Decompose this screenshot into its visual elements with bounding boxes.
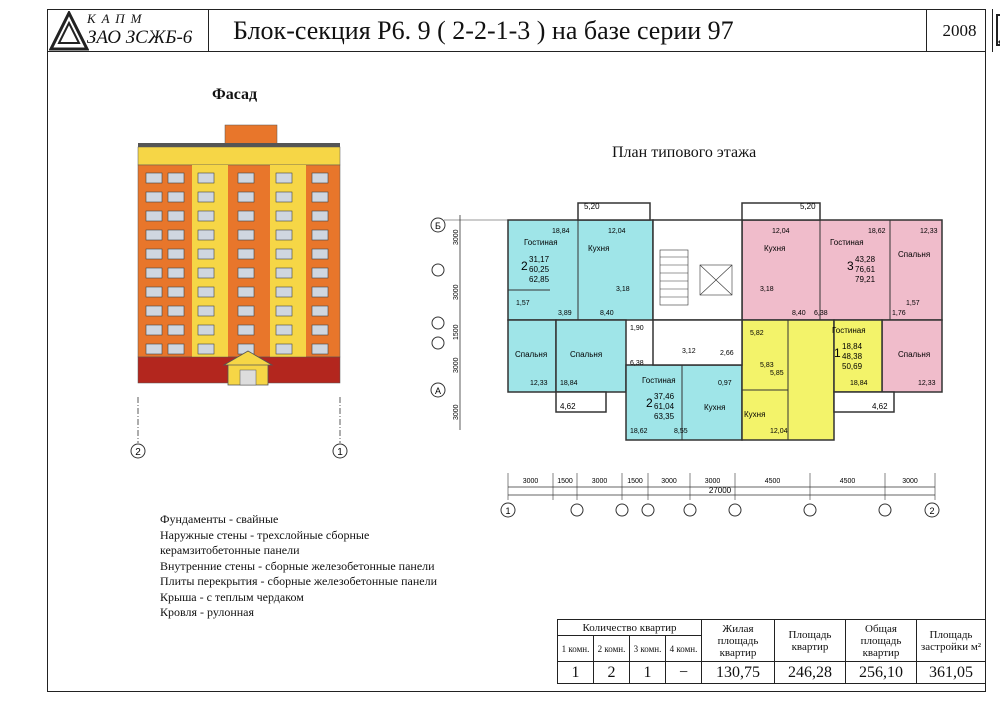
facade-window xyxy=(146,211,162,221)
spec-line: Кровля - рулонная xyxy=(160,605,255,619)
facade-window xyxy=(276,325,292,335)
room-area-label: 3,18 xyxy=(760,286,774,293)
apt-rooms: 2 xyxy=(521,259,528,273)
room-area-label: 18,62 xyxy=(868,228,886,235)
facade-window xyxy=(198,287,214,297)
room-label: Гостиная xyxy=(830,238,864,247)
room-label: Гостиная xyxy=(524,238,558,247)
apt-total: 48,38 xyxy=(842,352,863,361)
facade-window xyxy=(146,268,162,278)
facade-window xyxy=(238,211,254,221)
spec-line: Наружные стены - трехслойные сборные xyxy=(160,527,370,542)
sub-header: 4 комн. xyxy=(666,636,702,662)
room-area-label: 6,38 xyxy=(814,310,828,317)
col-living-header: Жилая площадь квартир xyxy=(702,620,775,662)
sub-header: 2 комн. xyxy=(594,636,630,662)
row-dim: 3000 xyxy=(453,404,460,420)
facade-window xyxy=(198,230,214,240)
facade-window xyxy=(198,306,214,316)
logo-company-name: ЗАО ЗСЖБ-6 xyxy=(87,27,193,48)
row-dim: 3000 xyxy=(453,229,460,245)
row-dim: 3000 xyxy=(453,284,460,300)
room-label: Спальня xyxy=(898,350,931,359)
axis-marker xyxy=(684,504,696,516)
axis-marker xyxy=(616,504,628,516)
facade-window xyxy=(312,192,328,202)
apt-full: 79,21 xyxy=(855,275,876,284)
room-area-label: 2,66 xyxy=(720,350,734,357)
area-value: 246,28 xyxy=(775,662,846,684)
column-dim-label: 4500 xyxy=(764,478,781,485)
facade-axis-left: 2 xyxy=(135,447,141,458)
room-area-label: 1,57 xyxy=(516,300,530,307)
apt-full: 62,85 xyxy=(529,275,550,284)
column-dim-label: 3000 xyxy=(522,478,539,485)
apt-rooms: 3 xyxy=(847,259,854,273)
stamp-icon xyxy=(995,13,1000,47)
plan-caption: План типового этажа xyxy=(612,144,757,161)
axis-marker xyxy=(571,504,583,516)
top-dim: 5,20 xyxy=(800,202,816,211)
apt-living: 43,28 xyxy=(855,255,876,264)
col-axis-label: 1 xyxy=(505,506,511,516)
facade-window xyxy=(146,192,162,202)
count-cell: − xyxy=(666,662,702,684)
room-area-label: 3,18 xyxy=(616,286,630,293)
facade-window xyxy=(168,192,184,202)
facade-window xyxy=(238,268,254,278)
count-cell: 1 xyxy=(558,662,594,684)
facade-window xyxy=(238,325,254,335)
room-area-label: 12,33 xyxy=(918,380,936,387)
facade-window xyxy=(312,173,328,183)
apt-rooms: 2 xyxy=(646,396,653,410)
construction-specs xyxy=(160,512,437,621)
room-area-label: 3,12 xyxy=(682,348,696,355)
facade-window xyxy=(276,287,292,297)
room-label: Спальня xyxy=(898,250,931,259)
facade-axis-right: 1 xyxy=(337,447,343,458)
room-label: Кухня xyxy=(764,244,786,253)
top-dim: 5,20 xyxy=(584,202,600,211)
facade-window xyxy=(276,230,292,240)
room-area-label: 5,82 xyxy=(750,330,764,337)
facade-window xyxy=(276,344,292,354)
row-axis-label: А xyxy=(434,386,442,396)
room-area-label: 1,90 xyxy=(630,325,644,332)
facade-window xyxy=(238,173,254,183)
room-area-label: 3,89 xyxy=(558,310,572,317)
floor-plan xyxy=(420,195,950,525)
row-dim: 1500 xyxy=(453,324,460,340)
apt-living: 37,46 xyxy=(654,392,675,401)
room-label: Кухня xyxy=(744,410,766,419)
facade-window xyxy=(168,230,184,240)
facade-window xyxy=(198,192,214,202)
facade-window xyxy=(198,268,214,278)
facade-window xyxy=(312,268,328,278)
facade-window xyxy=(168,344,184,354)
facade-window xyxy=(238,230,254,240)
facade-window xyxy=(238,287,254,297)
facade-window xyxy=(312,325,328,335)
spec-line: керамзитобетонные панели xyxy=(160,543,300,557)
facade-window xyxy=(312,306,328,316)
col-area-header: Площадь квартир xyxy=(775,620,846,662)
room-label: Кухня xyxy=(588,244,610,253)
room-area-label: 1,76 xyxy=(892,310,906,317)
facade-window xyxy=(312,249,328,259)
spec-line: Плиты перекрытия - сборные железобетонные панели xyxy=(160,574,438,588)
room-area-label: 0,97 xyxy=(718,380,732,387)
apt-total: 76,61 xyxy=(855,265,876,274)
facade-window xyxy=(168,211,184,221)
facade-window xyxy=(198,344,214,354)
apt-total: 61,04 xyxy=(654,402,675,411)
count-cell: 1 xyxy=(630,662,666,684)
room-label: Гостиная xyxy=(642,376,676,385)
spec-line: Фундаменты - свайные xyxy=(160,512,279,526)
summary-table xyxy=(557,619,986,684)
axis-marker xyxy=(729,504,741,516)
logo-top-text: КАПМ xyxy=(87,11,148,26)
row-dim: 3000 xyxy=(453,357,460,373)
facade-window xyxy=(146,249,162,259)
facade-window xyxy=(146,325,162,335)
room-label: Кухня xyxy=(704,403,726,412)
room-area-label: 12,04 xyxy=(608,228,626,235)
facade-window xyxy=(276,306,292,316)
build-value: 361,05 xyxy=(917,662,986,684)
spec-line: Внутренние стены - сборные железобетонные панели xyxy=(160,558,435,573)
room-area-label: 1,57 xyxy=(906,300,920,307)
apt-living: 18,84 xyxy=(842,342,863,351)
title-block xyxy=(47,9,986,52)
col-count-header: Количество квартир xyxy=(558,620,702,636)
axis-marker xyxy=(879,504,891,516)
facade-window xyxy=(312,230,328,240)
facade-window xyxy=(276,268,292,278)
facade-window xyxy=(146,344,162,354)
facade-window xyxy=(312,211,328,221)
col-total-header: Общая площадь квартир xyxy=(846,620,917,662)
room-area-label: 18,62 xyxy=(630,428,648,435)
room-label: Гостиная xyxy=(832,326,866,335)
facade-window xyxy=(276,211,292,221)
facade-window xyxy=(168,268,184,278)
column-dim-label: 1500 xyxy=(627,478,643,485)
room-area-label: 12,33 xyxy=(920,228,938,235)
room-area-label: 12,04 xyxy=(772,228,790,235)
facade-drawing xyxy=(120,115,370,465)
facade-window xyxy=(146,173,162,183)
facade-window xyxy=(198,325,214,335)
total-dim: 27000 xyxy=(708,486,732,495)
facade-window xyxy=(238,306,254,316)
room-label: Спальня xyxy=(570,350,603,359)
bottom-dim: 4,62 xyxy=(872,402,888,411)
living-value: 130,75 xyxy=(702,662,775,684)
column-dim-label: 3000 xyxy=(661,478,677,485)
facade-window xyxy=(198,173,214,183)
facade-window xyxy=(146,230,162,240)
facade-caption: Фасад xyxy=(212,86,258,103)
count-cell: 2 xyxy=(594,662,630,684)
spec-line: Крыша - с теплым чердаком xyxy=(160,589,304,604)
facade-window xyxy=(276,192,292,202)
facade-window xyxy=(276,173,292,183)
year-label: 2008 xyxy=(927,9,993,52)
column-dim-label: 4500 xyxy=(839,478,856,485)
facade-window xyxy=(238,192,254,202)
column-dim-label: 3000 xyxy=(704,478,721,485)
col-axis-label: 2 xyxy=(929,506,935,516)
total-value: 256,10 xyxy=(846,662,917,684)
apt-total: 60,25 xyxy=(529,265,550,274)
company-logo xyxy=(47,9,209,52)
apt-rooms: 1 xyxy=(834,346,841,360)
facade-window xyxy=(146,306,162,316)
room-area-label: 18,84 xyxy=(560,380,578,387)
facade-window xyxy=(276,249,292,259)
sub-header: 1 комн. xyxy=(558,636,594,662)
apt-full: 50,69 xyxy=(842,362,863,371)
facade-window xyxy=(168,173,184,183)
logo-triangle-icon xyxy=(49,11,89,51)
room-area-label: 8,40 xyxy=(792,310,806,317)
room-area-label: 8,55 xyxy=(674,428,688,435)
facade-window xyxy=(312,287,328,297)
facade-window xyxy=(168,306,184,316)
column-dim-label: 3000 xyxy=(591,478,608,485)
column-dim-label: 3000 xyxy=(902,478,918,485)
room-area-label: 5,85 xyxy=(770,370,784,377)
row-axis-label: Б xyxy=(435,221,441,231)
apt-living: 31,17 xyxy=(529,255,550,264)
facade-window xyxy=(312,344,328,354)
facade-window xyxy=(198,249,214,259)
facade-window xyxy=(198,211,214,221)
apt-full: 63,35 xyxy=(654,412,675,421)
room-area-label: 8,40 xyxy=(600,310,614,317)
facade-window xyxy=(168,287,184,297)
axis-marker xyxy=(642,504,654,516)
facade-window xyxy=(168,249,184,259)
room-area-label: 18,84 xyxy=(850,380,868,387)
room-label: Спальня xyxy=(515,350,548,359)
room-area-label: 18,84 xyxy=(552,228,570,235)
facade-window xyxy=(146,287,162,297)
bottom-dim: 4,62 xyxy=(560,402,576,411)
facade-window xyxy=(168,325,184,335)
room-area-label: 5,83 xyxy=(760,362,774,369)
column-dim-label: 1500 xyxy=(557,478,573,485)
room-area-label: 12,33 xyxy=(530,380,548,387)
room-area-label: 12,04 xyxy=(770,428,788,435)
axis-marker xyxy=(804,504,816,516)
room-area-label: 6,38 xyxy=(630,360,644,367)
page-title: Блок-секция Р6. 9 ( 2-2-1-3 ) на базе серии 97 xyxy=(209,9,927,52)
facade-window xyxy=(238,249,254,259)
col-build-header: Площадь застройки м² xyxy=(917,620,986,662)
sub-header: 3 комн. xyxy=(630,636,666,662)
